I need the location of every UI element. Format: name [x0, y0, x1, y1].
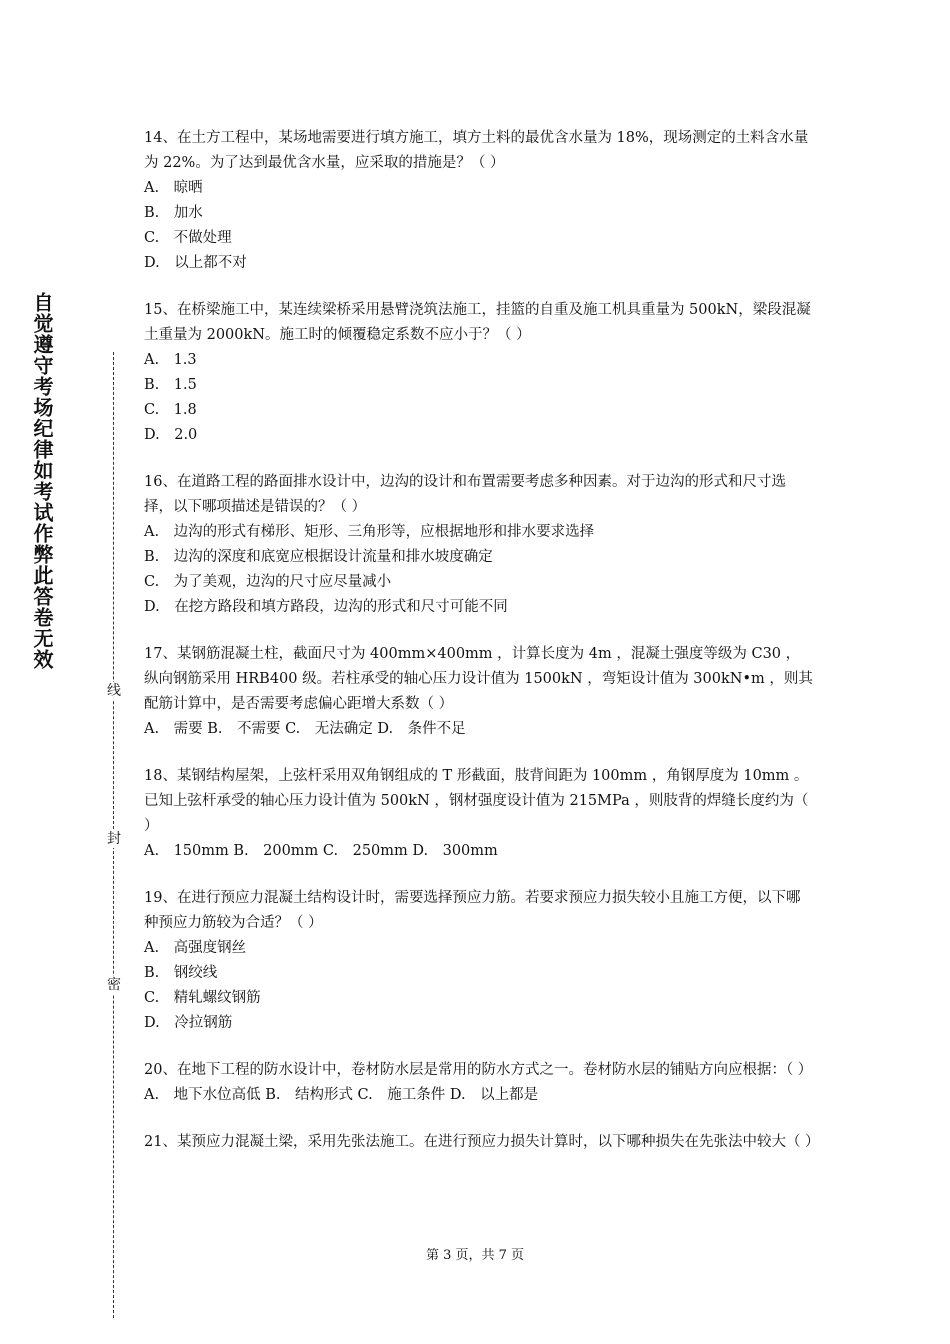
seal-char-feng: 封	[107, 831, 121, 847]
options-inline: A. 需要 B. 不需要 C. 无法确定 D. 条件不足	[144, 721, 466, 737]
option-c: C. 1.8	[144, 402, 197, 418]
options-inline: A. 150mm B. 200mm C. 250mm D. 300mm	[144, 843, 498, 859]
option-c: C. 精轧螺纹钢筋	[144, 990, 261, 1006]
question-16	[144, 470, 814, 620]
question-17	[144, 642, 814, 742]
question-18	[144, 764, 814, 864]
seal-char-xian: 线	[107, 683, 121, 699]
question-text: 14、在土方工程中，某场地需要进行填方施工，填方土料的最优含水量为 18%，现场测定的土料含水量为 22%。为了达到最优含水量，应采取的措施是？（ ）	[144, 130, 809, 171]
option-b: B. 加水	[144, 205, 203, 221]
option-d: D. 以上都不对	[144, 255, 247, 271]
option-d: D. 在挖方路段和填方路段，边沟的形式和尺寸可能不同	[144, 599, 508, 615]
option-a: A. 边沟的形式有梯形、矩形、三角形等，应根据地形和排水要求选择	[144, 524, 595, 540]
option-d: D. 2.0	[144, 427, 198, 443]
option-a: A. 1.3	[144, 352, 197, 368]
option-c: C. 为了美观，边沟的尺寸应尽量减小	[144, 574, 392, 590]
question-19	[144, 886, 814, 1036]
exam-discipline-slogan: 自觉遵守考场纪律如考试作弊此答卷无效	[30, 292, 54, 670]
question-text: 21、某预应力混凝土梁，采用先张法施工。在进行预应力损失计算时，以下哪种损失在先张法中较大（ ）	[144, 1134, 820, 1150]
option-a: A. 晾晒	[144, 180, 203, 196]
option-d: D. 冷拉钢筋	[144, 1015, 233, 1031]
question-15	[144, 298, 814, 448]
question-text: 16、在道路工程的路面排水设计中，边沟的设计和布置需要考虑多种因素。对于边沟的形式和尺寸选择，以下哪项描述是错误的？（ ）	[144, 474, 786, 515]
question-text: 20、在地下工程的防水设计中，卷材防水层是常用的防水方式之一。卷材防水层的铺贴方向应根据：（ ）	[144, 1062, 813, 1078]
option-c: C. 不做处理	[144, 230, 232, 246]
option-a: A. 高强度钢丝	[144, 940, 247, 956]
question-14	[144, 126, 814, 276]
question-text: 17、某钢筋混凝土柱，截面尺寸为 400mm×400mm ，计算长度为 4m ，混凝土强度等级为 C30 ，纵向钢筋采用 HRB400 级。若柱承受的轴心压力设计值为 1500kN ，弯矩设计值为 300kN•m ，则其配筋计算中，是否需要考虑偏心距增大系数（ ）	[144, 646, 813, 712]
seal-char-mi: 密	[107, 977, 121, 993]
page-number: 第 3 页，共 7 页	[425, 1248, 525, 1263]
question-21	[144, 1130, 820, 1155]
option-b: B. 1.5	[144, 377, 197, 393]
question-text: 18、某钢结构屋架，上弦杆采用双角钢组成的 T 形截面，肢背间距为 100mm ，角钢厚度为 10mm 。已知上弦杆承受的轴心压力设计值为 500kN ，钢材强度设计值为 215MPa ，则肢背的焊缝长度约为（ ）	[144, 768, 809, 834]
question-20	[144, 1058, 814, 1108]
question-text: 15、在桥梁施工中，某连续梁桥采用悬臂浇筑法施工，挂篮的自重及施工机具重量为 500kN，梁段混凝土重量为 2000kN。施工时的倾覆稳定系数不应小于？（ ）	[144, 302, 811, 343]
option-b: B. 钢绞线	[144, 965, 218, 981]
option-b: B. 边沟的深度和底宽应根据设计流量和排水坡度确定	[144, 549, 493, 565]
options-inline: A. 地下水位高低 B. 结构形式 C. 施工条件 D. 以上都是	[144, 1087, 539, 1103]
question-list	[144, 126, 820, 1177]
question-text: 19、在进行预应力混凝土结构设计时，需要选择预应力筋。若要求预应力损失较小且施工方便，以下哪种预应力筋较为合适？（ ）	[144, 890, 801, 931]
